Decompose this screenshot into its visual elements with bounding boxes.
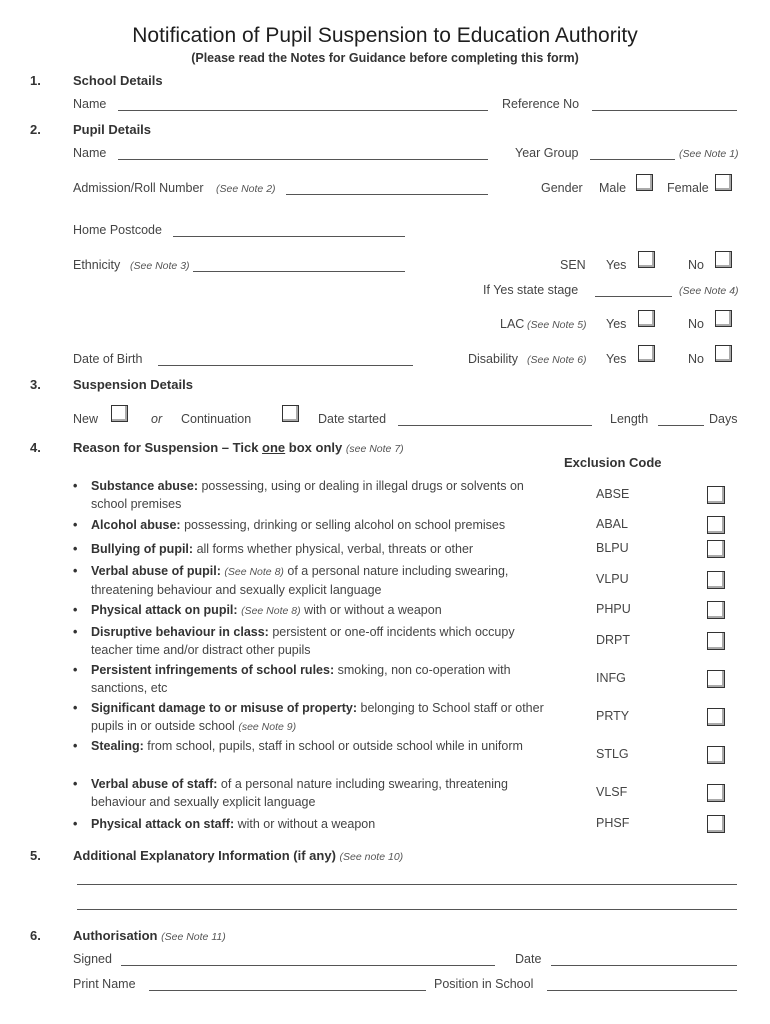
section-4-note: (see Note 7) [345,443,404,455]
signed-field[interactable] [121,965,495,966]
reason-item [73,563,548,599]
bullet-icon: • [73,518,78,532]
section-1-number: 1. [30,73,41,88]
section-5-note: (See note 10) [339,851,404,863]
reason-text: of a personal nature including swearing, threatening behaviour and sexually explicit language [91,777,508,809]
lac-yes-label: Yes [606,317,627,331]
lac-no-checkbox[interactable] [715,310,732,327]
year-group-field[interactable] [590,159,675,160]
reason-checkbox[interactable] [707,670,725,688]
reason-item [73,517,548,535]
male-checkbox[interactable] [636,174,653,191]
section-4-title [73,440,404,455]
position-in-school-field[interactable] [547,990,737,991]
form-title: Notification of Pupil Suspension to Education Authority [132,24,638,47]
exclusion-code: PHSF [596,816,630,830]
bullet-icon: • [73,625,78,639]
length-field[interactable] [658,425,704,426]
section-1-title: School Details [73,73,163,88]
reason-body [73,816,548,834]
reason-heading: Stealing: [91,739,144,753]
reason-item [73,602,548,621]
reason-heading: Significant damage to or misuse of property: [91,701,358,715]
exclusion-code: DRPT [596,633,631,647]
sen-stage-field[interactable] [595,296,672,297]
reason-body [73,517,548,535]
continuation-checkbox[interactable] [282,405,299,422]
length-label: Length [610,412,649,426]
reason-text: with or without a weapon [304,603,442,617]
section-5-title-text: Additional Explanatory Information (if any) [73,848,336,863]
lac-no-label: No [688,317,704,331]
reason-body [73,624,548,659]
date-started-field[interactable] [398,425,592,426]
additional-info-line-1[interactable] [77,884,737,885]
section-6-title-text: Authorisation [73,928,158,943]
lac-label: LAC [500,317,525,331]
exclusion-code: INFG [596,671,626,685]
date-of-birth-field[interactable] [158,365,413,366]
signed-label: Signed [73,952,112,966]
ethnicity-note: (See Note 3) [130,260,190,272]
reason-checkbox[interactable] [707,632,725,650]
reason-heading: Substance abuse: [91,479,198,493]
exclusion-code: STLG [596,747,629,761]
reason-text: possessing, drinking or selling alcohol on school premises [184,518,506,532]
reason-text: from school, pupils, staff in school or outside school while in uniform [147,739,523,753]
reason-heading: Verbal abuse of staff: [91,777,218,791]
reason-checkbox[interactable] [707,540,725,558]
exclusion-code: BLPU [596,541,629,555]
reason-item [73,662,548,697]
exclusion-code: PHPU [596,602,631,616]
reason-body [73,563,548,599]
bullet-icon: • [73,663,78,677]
female-label: Female [667,181,709,195]
section-2-title: Pupil Details [73,122,152,137]
reason-text: possessing, using or dealing in illegal drugs or solvents on school premises [91,479,524,511]
reason-body [73,776,548,811]
section-4-title-one: one [262,440,286,455]
reason-checkbox[interactable] [707,815,725,833]
section-6-number: 6. [30,928,41,943]
bullet-icon: • [73,777,78,791]
reason-text: smoking, non co-operation with sanctions, etc [91,663,511,695]
section-6-note: (See Note 11) [161,931,226,943]
reason-checkbox[interactable] [707,784,725,802]
auth-date-field[interactable] [551,965,737,966]
pupil-name-field[interactable] [118,159,488,160]
section-3-title: Suspension Details [73,377,193,392]
reason-heading: Physical attack on pupil: [91,603,238,617]
auth-date-label: Date [515,952,542,966]
reason-text: with or without a weapon [237,817,376,831]
bullet-icon: • [73,817,78,831]
bullet-icon: • [73,739,78,753]
reason-item [73,478,548,513]
school-name-field[interactable] [118,110,488,111]
admission-number-field[interactable] [286,194,488,195]
reason-heading: Bullying of pupil: [91,542,194,556]
reason-note: (See Note 8) [224,566,284,578]
female-checkbox[interactable] [715,174,732,191]
reference-no-label: Reference No [502,97,580,111]
reason-body [73,541,548,559]
disability-label: Disability [468,352,519,366]
year-group-label: Year Group [515,146,579,160]
sen-no-label: No [688,258,704,272]
reason-heading: Disruptive behaviour in class: [91,625,269,639]
exclusion-code: PRTY [596,709,630,723]
sen-label: SEN [560,258,586,272]
exclusion-code-header: Exclusion Code [564,455,662,470]
section-4-number: 4. [30,440,41,455]
section-5-title [73,848,403,863]
exclusion-code: VLPU [596,572,629,586]
form-subtitle: (Please read the Notes for Guidance before completing this form) [191,51,579,65]
exclusion-code: ABSE [596,487,630,501]
additional-info-line-2[interactable] [77,909,737,910]
sen-yes-checkbox[interactable] [638,251,655,268]
reason-checkbox[interactable] [707,516,725,534]
reason-checkbox[interactable] [707,486,725,504]
section-4-title-pre: Reason for Suspension – Tick [73,440,259,455]
reason-heading: Persistent infringements of school rules: [91,663,335,677]
reason-text: all forms whether physical, verbal, threats or other [196,542,474,556]
reason-note: (see Note 9) [238,720,297,733]
bullet-icon: • [73,603,78,617]
sen-yes-label: Yes [606,258,627,272]
reason-body [73,662,548,697]
reason-text: persistent or one-off incidents which occupy teacher time and/or distract other pupils [91,625,515,657]
section-2-number: 2. [30,122,41,137]
year-group-note: (See Note 1) [679,148,739,160]
reason-item [73,816,548,834]
exclusion-code: VLSF [596,785,628,799]
sen-no-checkbox[interactable] [715,251,732,268]
disability-yes-label: Yes [606,352,627,366]
days-label: Days [709,412,738,426]
section-6-title [73,928,226,943]
date-started-label: Date started [318,412,387,426]
reason-body [73,738,548,756]
position-in-school-label: Position in School [434,977,534,991]
admission-number-label: Admission/Roll Number [73,181,204,195]
print-name-label: Print Name [73,977,136,991]
date-of-birth-label: Date of Birth [73,352,143,366]
reason-item [73,738,548,756]
disability-no-label: No [688,352,704,366]
reason-body [73,602,548,621]
reason-item [73,624,548,659]
bullet-icon: • [73,701,78,715]
reason-item [73,541,548,559]
lac-note: (See Note 5) [527,319,587,331]
reason-checkbox[interactable] [707,746,725,764]
admission-number-note: (See Note 2) [216,183,276,195]
reason-checkbox[interactable] [707,708,725,726]
reason-checkbox[interactable] [707,601,725,619]
continuation-label: Continuation [181,412,252,426]
home-postcode-label: Home Postcode [73,223,162,237]
disability-yes-checkbox[interactable] [638,345,655,362]
pupil-name-label: Name [73,146,107,160]
reason-body [73,478,548,513]
reason-heading: Alcohol abuse: [91,518,181,532]
bullet-icon: • [73,542,78,556]
reason-heading: Physical attack on staff: [91,817,235,831]
exclusion-code: ABAL [596,517,628,531]
reason-item [73,700,548,736]
male-label: Male [599,181,627,195]
reason-body [73,700,548,736]
sen-stage-label: If Yes state stage [483,283,579,297]
gender-label: Gender [541,181,583,195]
sen-stage-note: (See Note 4) [679,285,739,297]
or-label: or [151,412,163,426]
reason-note: (See Note 8) [241,605,301,617]
home-postcode-field[interactable] [173,236,405,237]
section-3-number: 3. [30,377,41,392]
print-name-field[interactable] [149,990,426,991]
new-label: New [73,412,99,426]
reason-checkbox[interactable] [707,571,725,589]
reason-text: of a personal nature including swearing, threatening behaviour and sexually explicit language [91,564,509,597]
reference-no-field[interactable] [592,110,737,111]
school-name-label: Name [73,97,107,111]
disability-note: (See Note 6) [527,354,587,366]
reason-heading: Verbal abuse of pupil: [91,564,221,578]
bullet-icon: • [73,479,78,493]
new-checkbox[interactable] [111,405,128,422]
ethnicity-label: Ethnicity [73,258,121,272]
ethnicity-field[interactable] [193,271,405,272]
reason-text: belonging to School staff or other pupils in or outside school [91,701,544,733]
reason-item [73,776,548,811]
bullet-icon: • [73,564,78,578]
section-5-number: 5. [30,848,41,863]
lac-yes-checkbox[interactable] [638,310,655,327]
disability-no-checkbox[interactable] [715,345,732,362]
section-4-title-post: box only [288,440,343,455]
